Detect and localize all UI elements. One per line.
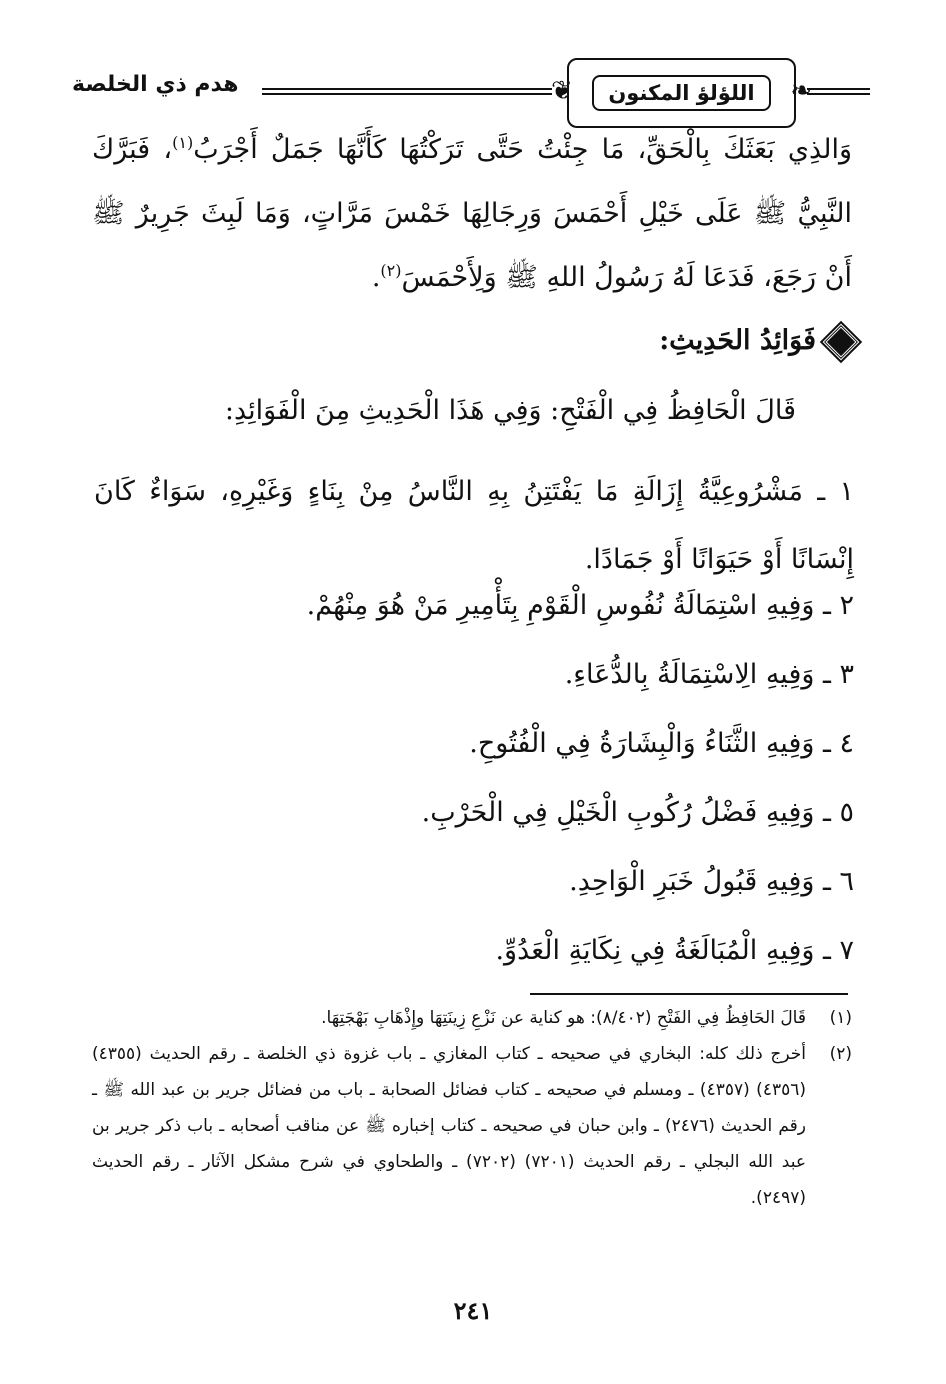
book-title: اللؤلؤ المكنون (592, 75, 770, 111)
footnote-separator (530, 993, 848, 995)
benefit-item-3: ٣ ـ وَفِيهِ الِاسْتِمَالَةُ بِالدُّعَاءِ. (564, 659, 854, 690)
footnote-ref-2: (٢) (380, 261, 402, 280)
benefit-item-6: ٦ ـ وَفِيهِ قَبُولُ خَبَرِ الْوَاحِدِ. (569, 866, 854, 897)
section-heading (659, 325, 854, 356)
page-number: ٢٤١ (453, 1296, 493, 1325)
section-bullet-icon (823, 323, 860, 360)
footnote-number: (٢) (829, 1044, 852, 1064)
opening-paragraph (92, 118, 852, 310)
benefit-item-2: ٢ ـ وَفِيهِ اسْتِمَالَةُ نُفُوسِ الْقَوْمِ بِتَأْمِيرِ مَنْ هُوَ مِنْهُمْ. (306, 590, 854, 621)
footnote-1 (92, 1000, 852, 1036)
benefit-item-5: ٥ ـ وَفِيهِ فَضْلُ رُكُوبِ الْخَيْلِ فِي الْحَرْبِ. (421, 797, 854, 828)
chapter-title: هدم ذي الخلصة (72, 72, 239, 97)
footnotes (92, 1000, 852, 1216)
header-rule-left (262, 88, 552, 95)
paragraph-end: . (371, 262, 381, 293)
footnote-2 (92, 1036, 852, 1216)
header-rule-right (807, 88, 870, 95)
footnote-ref-1: (١) (172, 133, 194, 152)
paragraph-text-part-2: ، فَبَرَّكَ النَّبِيُّ ﷺ عَلَى خَيْلِ أَحْمَسَ وَرِجَالِهَا خَمْسَ مَرَّاتٍ، وَمَا لَبِثَ جَرِيرٌ ﷺ أَنْ رَجَعَ، فَدَعَا لَهُ رَسُولُ اللهِ ﷺ وَلِأَحْمَسَ (92, 134, 852, 293)
footnote-text: أخرج ذلك كله: البخاري في صحيحه ـ كتاب المغازي ـ باب غزوة ذي الخلصة ـ رقم الحديث (٤٣٥٥) (٤٣٥٦) (٤٣٥٧) ـ ومسلم في صحيحه ـ كتاب فضائل الصحابة ـ باب من فضائل جرير بن عبد الله ﷺ ـ رقم الحديث (٢٤٧٦) ـ وابن حبان في صحيحه ـ كتاب إخباره ﷺ عن مناقب أصحابه ـ باب ذكر جرير بن عبد الله البجلي ـ رقم الحديث (٧٢٠١) (٧٢٠٢) ـ والطحاوي في شرح مشكل الآثار ـ رقم الحديث (٢٤٩٧). (92, 1044, 807, 1208)
benefit-item-1: ١ ـ مَشْرُوعِيَّةُ إِزَالَةِ مَا يَفْتَتِنُ بِهِ النَّاسُ مِنْ بِنَاءٍ وَغَيْرِهِ، سَوَاءٌ كَانَ إِنْسَانًا أَوْ حَيَوَانًا أَوْ جَمَادًا. (94, 476, 854, 575)
paragraph-text-part-1: وَالذِي بَعَثَكَ بِالْحَقِّ، مَا جِئْتُ حَتَّى تَرَكْتُهَا كَأَنَّهَا جَمَلٌ أَجْرَبُ (193, 134, 852, 165)
ornament-right-icon: ❧ (790, 76, 812, 106)
benefit-item-7: ٧ ـ وَفِيهِ الْمُبَالَغَةُ فِي نِكَايَةِ الْعَدُوِّ. (495, 935, 854, 966)
section-intro: قَالَ الْحَافِظُ فِي الْفَتْحِ: وَفِي هَذَا الْحَدِيثِ مِنَ الْفَوَائِدِ: (224, 395, 796, 426)
ornament-left-icon: ❦ (551, 76, 573, 106)
section-title-text: فَوَائِدُ الحَدِيثِ: (659, 325, 816, 356)
footnote-number: (١) (829, 1008, 852, 1028)
benefit-item-4: ٤ ـ وَفِيهِ الثَّنَاءُ وَالْبِشَارَةُ فِي الْفُتُوحِ. (469, 728, 854, 759)
footnote-text: قَالَ الحَافِظُ فِي الفَتْحِ (٨/٤٠٢): هو كناية عن نَزْعِ زِينَتِهَا وإِذْهَابِ بَهْجَتِهَا. (321, 1008, 806, 1028)
